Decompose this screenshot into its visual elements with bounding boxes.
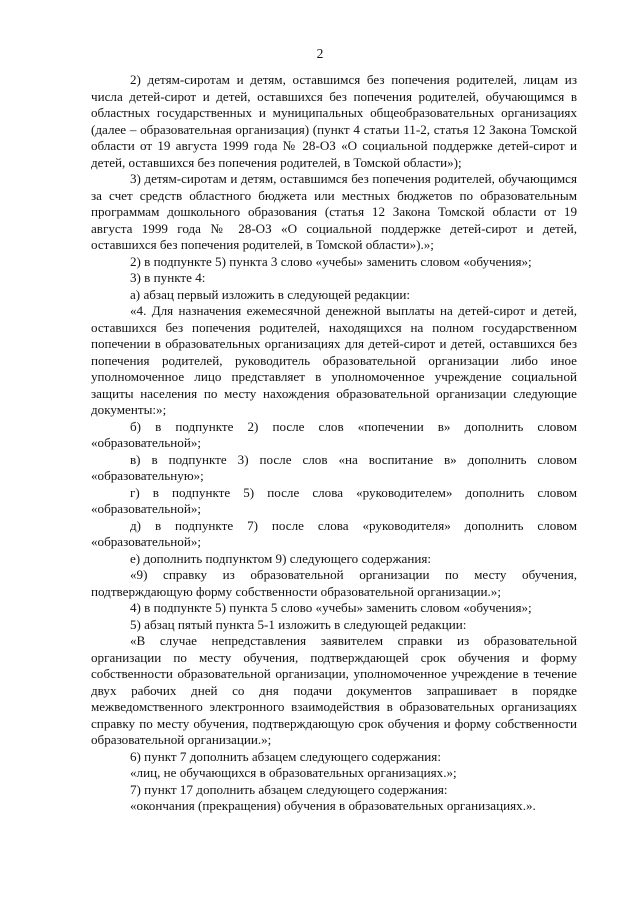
paragraph-8: в) в подпункте 3) после слов «на воспитание в» дополнить словом «образовательную»;: [91, 451, 577, 483]
paragraph-18: 7) пункт 17 дополнить абзацем следующего содержания:: [130, 781, 448, 797]
document-body: [91, 72, 577, 815]
paragraph-4: 3) в пункте 4:: [130, 270, 206, 285]
page-number: 2: [316, 46, 324, 61]
paragraph-14: 5) абзац пятый пункта 5-1 изложить в следующей редакции:: [130, 616, 467, 632]
paragraph-16: 6) пункт 7 дополнить абзацем следующего содержания:: [130, 748, 441, 764]
paragraph-11: е) дополнить подпунктом 9) следующего содержания:: [130, 550, 431, 566]
paragraph-5: а) абзац первый изложить в следующей редакции:: [130, 286, 411, 302]
paragraph-17: «лиц, не обучающихся в образовательных организациях.»;: [130, 765, 457, 780]
paragraph-7: б) в подпункте 2) после слов «попечении в» дополнить словом «образовательной»;: [91, 418, 577, 450]
paragraph-12: «9) справку из образовательной организации по месту обучения, подтверждающую форму собственности образовательной организации.»;: [91, 567, 577, 599]
paragraph-6: «4. Для назначения ежемесячной денежной выплаты на детей-сирот и детей, оставшихся без попечения родителей, находящихся на полном государственном попечении в образовательных организациях для детей-сирот и детей, оставшихся без попечения родителей, руководитель образовательной организации либо иное уполномоченное лицо представляет в уполномоченное учреждение социальной защиты населения по месту нахождения образовательной организации следующие документы:»;: [91, 303, 577, 417]
paragraph-13: 4) в подпункте 5) пункта 5 слово «учебы» заменить словом «обучения»;: [130, 600, 532, 615]
paragraph-15: «В случае непредставления заявителем справки из образовательной организации по месту обучения, подтверждающей срок обучения и форму собственности образовательной организации, уполномоченное учреждение в течение двух рабочих дней со дня подачи документов запрашивает в порядке межведомственного электронного взаимодействия в образовательных организациях справку по месту обучения, подтверждающую срок обучения и форму собственности образовательной организации.»;: [91, 633, 577, 747]
paragraph-2: 3) детям-сиротам и детям, оставшимся без попечения родителей, обучающимся за счет средств областного бюджета или местных бюджетов по образовательным программам дошкольного образования (статья 12 Закона Томской области от 19 августа 1999 года № 28-ОЗ «О социальной поддержке детей-сирот и детей, оставшихся без попечения родителей, в Томской области»).»;: [91, 171, 577, 252]
paragraph-19: «окончания (прекращения) обучения в образовательных организациях.».: [130, 798, 536, 813]
paragraph-1: 2) детям-сиротам и детям, оставшимся без попечения родителей, лицам из числа детей-сирот и детей, оставшихся без попечения родителей, обучающимся в областных государственных и муниципальных общеобразовательных организациях (далее – образовательная организация) (пункт 4 статьи 11-2, статья 12 Закона Томской области от 19 августа 1999 года № 28-ОЗ «О социальной поддержке детей-сирот и детей, оставшихся без попечения родителей, в Томской области»);: [91, 72, 577, 170]
paragraph-9: г) в подпункте 5) после слова «руководителем» дополнить словом «образовательной»;: [91, 484, 577, 516]
paragraph-10: д) в подпункте 7) после слова «руководителя» дополнить словом «образовательной»;: [91, 517, 577, 549]
paragraph-3: 2) в подпункте 5) пункта 3 слово «учебы» заменить словом «обучения»;: [130, 253, 532, 269]
